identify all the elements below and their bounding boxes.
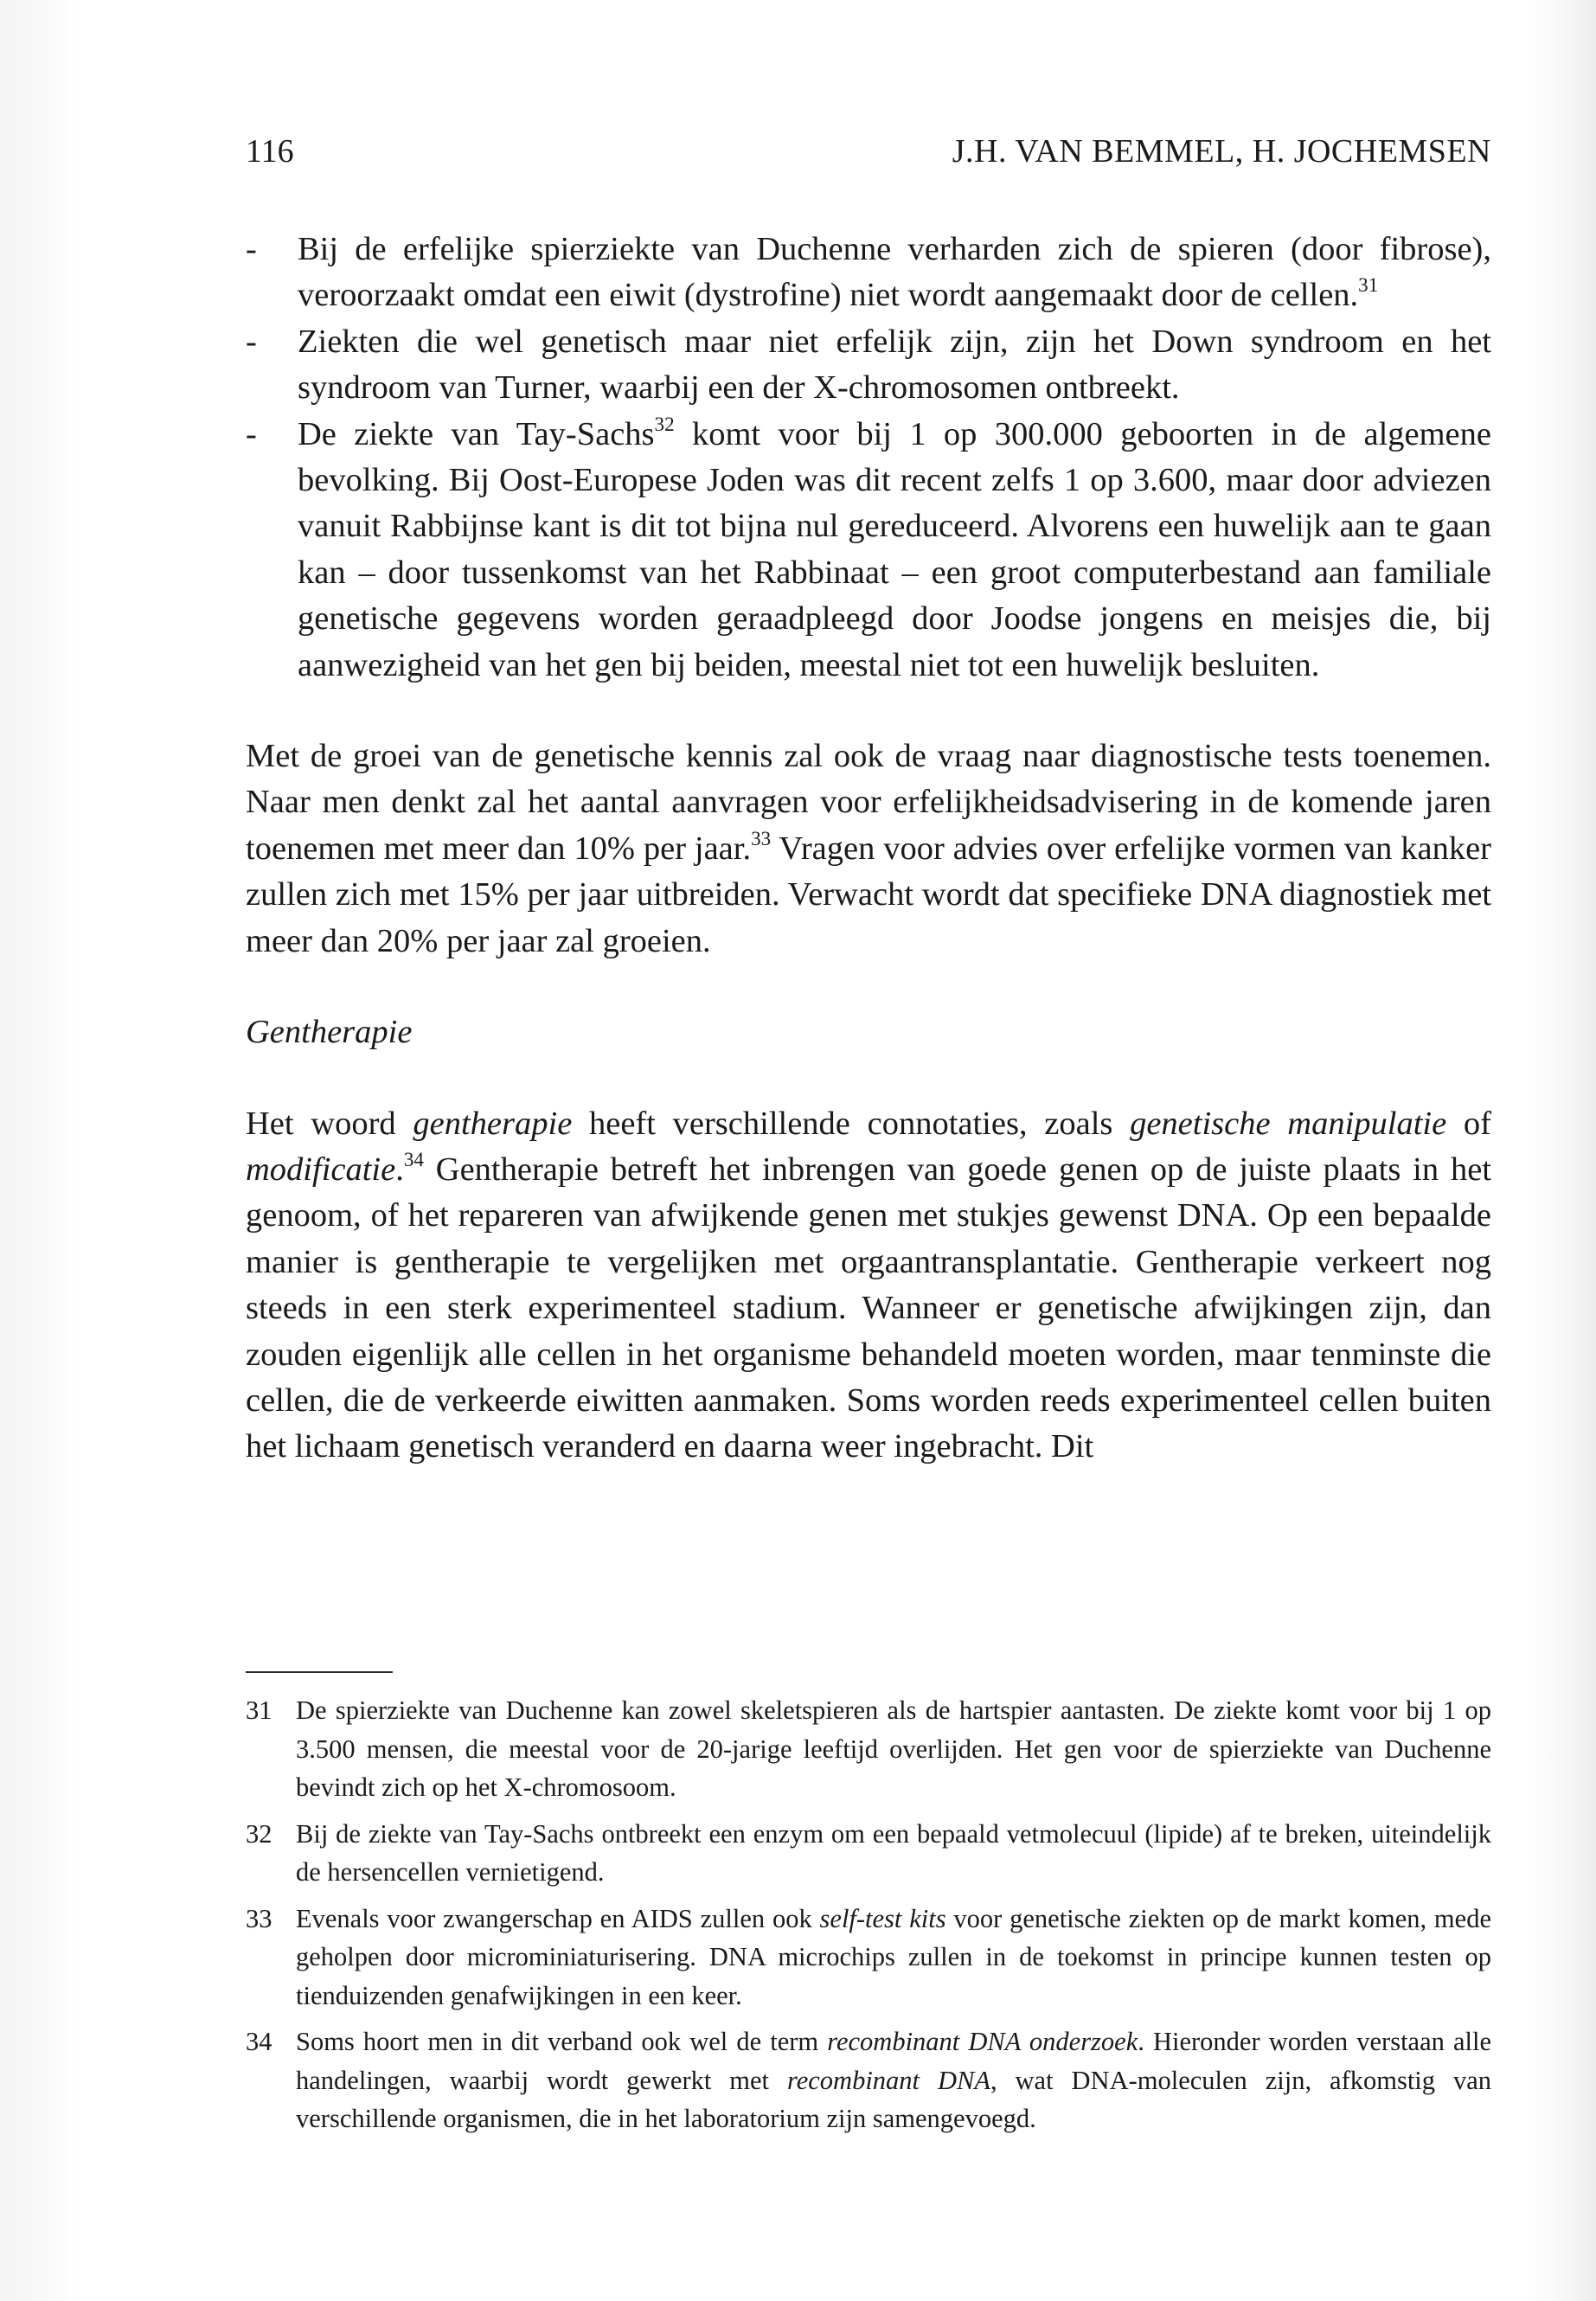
footnote <box>246 1691 1491 1807</box>
paragraph-text: . <box>395 1150 404 1188</box>
running-head-authors: J.H. VAN BEMMEL, H. JOCHEMSEN <box>952 133 1491 170</box>
footnote-text-part: Evenals voor zwangerschap en AIDS zullen ook <box>296 1903 820 1933</box>
paragraph-text: heeft verschillende connotaties, zoals <box>572 1105 1131 1142</box>
footnote-text <box>296 1819 1491 1888</box>
emphasis-term: recombinant DNA onderzoek <box>827 2027 1138 2056</box>
footnote <box>246 1900 1491 2016</box>
page-number: 116 <box>246 133 294 170</box>
paragraph-text: of <box>1446 1105 1491 1142</box>
section-heading: Gentherapie <box>246 1014 413 1051</box>
paragraph-text: Vragen voor advies over erfelijke vormen van kanker zullen zich met 15% per jaar uitbreiden. Verwacht wordt dat specifieke DNA diagnostiek met meer dan 20% per jaar zal groeien. <box>246 830 1491 959</box>
footnote-text <box>296 2027 1491 2133</box>
footnote-text <box>296 1695 1491 1802</box>
paragraph-text: Het woord <box>246 1105 413 1142</box>
footnote-number: 34 <box>246 2027 272 2056</box>
list-item-text <box>298 227 1491 319</box>
footnote-number: 31 <box>246 1695 272 1725</box>
footnote-ref: 34 <box>403 1147 424 1170</box>
list-item <box>246 412 1491 689</box>
footnote-ref: 31 <box>1358 273 1379 297</box>
footnote-separator <box>246 1671 393 1673</box>
footnote-ref: 32 <box>654 412 675 435</box>
body-text <box>246 227 1491 1471</box>
footnote-text-part: . Hieronder worden verstaan alle handelingen, waarbij wordt gewerkt met <box>296 2027 1491 2095</box>
emphasis-term: self-test kits <box>819 1903 946 1933</box>
page-left-shadow <box>0 0 78 2301</box>
list-item-text <box>298 319 1491 412</box>
footnote-text-part: De spierziekte van Duchenne kan zowel skeletspieren als de hartspier aantasten. De ziekte komt voor bij 1 op 3.500 mensen, die meestal voor de 20-jarige leeftijd overlijden. Het gen voor de spierziekte van Duchenne bevindt zich op het X-chromosoom. <box>296 1695 1491 1802</box>
footnote <box>246 1815 1491 1892</box>
paragraph-text: Met de groei van de genetische kennis zal ook de vraag naar diagnostische tests toenemen. Naar men denkt zal het aantal aanvragen voor erfelijkheidsadvisering in de komende jaren toenemen met meer dan 10% per jaar. <box>246 738 1491 867</box>
bullet-dash: - <box>246 231 257 267</box>
paragraph <box>246 734 1491 965</box>
footnote-text-part: Soms hoort men in dit verband ook wel de term <box>296 2027 828 2056</box>
footnote-text <box>296 1904 1491 2010</box>
list-item-text-part: Ziekten die wel genetisch maar niet erfelijk zijn, zijn het Down syndroom en het syndroom van Turner, waarbij een der X-chromosomen ontbreekt. <box>298 323 1491 407</box>
bullet-dash: - <box>246 415 257 452</box>
page-right-shadow <box>1527 0 1596 2301</box>
list-item-text-part: komt voor bij 1 op 300.000 geboorten in de algemene bevolking. Bij Oost-Europese Joden was dit recent zelfs 1 op 3.600, maar door adviezen vanuit Rabbijnse kant is dit tot bijna nul gereduceerd. Alvorens een huwelijk aan te gaan kan – door tussenkomst van het Rabbinaat – een groot computerbestand aan familiale genetische gegevens worden geraadpleegd door Joodse jongens en meisjes die, bij aanwezigheid van het gen bij beiden, meestal niet tot een huwelijk besluiten. <box>298 415 1491 683</box>
footnote-text-part: Bij de ziekte van Tay-Sachs ontbreekt een enzym om een bepaald vetmolecuul (lipide) af te breken, uiteindelijk de hersencellen vernietigend. <box>296 1818 1491 1887</box>
footnote <box>246 2022 1491 2138</box>
emphasis-term: gentherapie <box>413 1105 573 1142</box>
list-item-text <box>298 412 1491 689</box>
paragraph-text: Gentherapie betreft het inbrengen van goede genen op de juiste plaats in het genoom, of het repareren van afwijkende genen met stukjes gewenst DNA. Op een bepaalde manier is gentherapie te vergelijken met orgaantransplantatie. Gentherapie verkeert nog steeds in een sterk experimenteel stadium. Wanneer er genetische afwijkingen zijn, dan zouden eigenlijk alle cellen in het organisme behandeld moeten worden, maar tenminste die cellen, die de verkeerde eiwitten aanmaken. Soms worden reeds experimenteel cellen buiten het lichaam genetisch veranderd en daarna weer ingebracht. Dit <box>246 1150 1491 1465</box>
footnote-ref: 33 <box>751 826 772 849</box>
emphasis-term: modificatie <box>246 1150 396 1188</box>
paragraph <box>246 1101 1491 1471</box>
footnotes <box>246 1691 1491 2146</box>
list-item <box>246 227 1491 319</box>
footnote-text-part: voor genetische ziekten op de markt komen, mede geholpen door microminiaturisering. DNA microchips zullen in de toekomst in principe kunnen testen op tienduizenden genafwijkingen in een keer. <box>296 1903 1491 2010</box>
list-item <box>246 319 1491 412</box>
footnote-number: 32 <box>246 1818 272 1849</box>
emphasis-term: genetische manipulatie <box>1130 1105 1447 1142</box>
bullet-list <box>246 227 1491 689</box>
bullet-dash: - <box>246 323 257 360</box>
emphasis-term: recombinant DNA <box>786 2065 990 2095</box>
footnote-text-part: , wat DNA-moleculen zijn, afkomstig van verschillende organismen, die in het laboratorium zijn samengevoegd. <box>296 2065 1491 2133</box>
footnote-number: 33 <box>246 1903 272 1933</box>
list-item-text-part: Bij de erfelijke spierziekte van Duchenne verharden zich de spieren (door fibrose), veroorzaakt omdat een eiwit (dystrofine) niet wordt aangemaakt door de cellen. <box>298 231 1491 314</box>
list-item-text-part: De ziekte van Tay-Sachs <box>298 415 655 452</box>
